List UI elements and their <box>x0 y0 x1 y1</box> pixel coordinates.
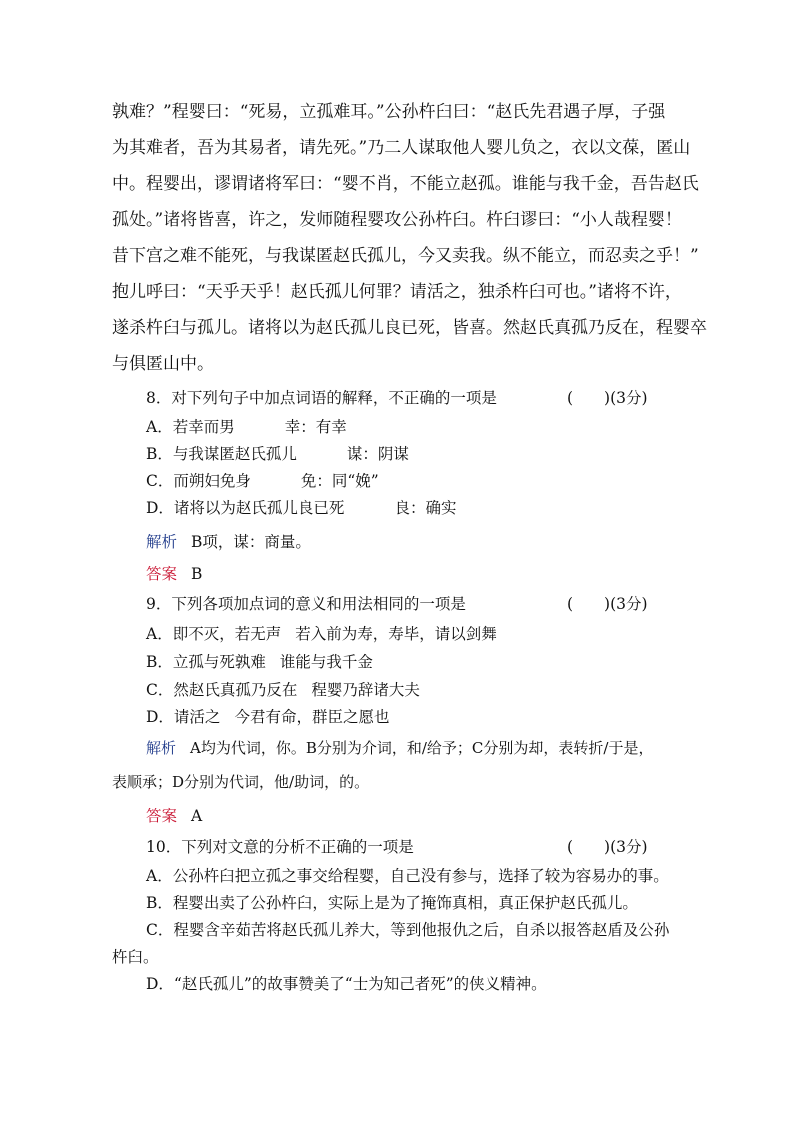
question-10-option-c: C．程婴含辛茹苦将赵氏孤儿养大，等到他报仇之后，自杀以报答赵盾及公孙 <box>146 921 670 939</box>
question-8-answer: 答案 B <box>146 565 203 583</box>
question-8-score: ( )(3分) <box>567 389 648 407</box>
question-9-analysis: 解析 A均为代词，你。B分别为介词，和/给予；C分别为却，表转折/于是， <box>146 739 654 757</box>
question-9-score: ( )(3分) <box>567 595 648 613</box>
question-10-option-c-cont: 杵臼。 <box>112 948 159 966</box>
passage-line: 孤处。”诸将皆喜，许之，发师随程婴攻公孙杵臼。杵臼谬曰：“小人哉程婴！ <box>112 210 682 230</box>
question-8-option-d: D．诸将以为赵氏孤儿良已死 良：确实 <box>146 499 457 517</box>
question-10-option-a: A．公孙杵臼把立孤之事交给程婴，自己没有参与，选择了较为容易办的事。 <box>146 867 669 885</box>
question-8-stem: 8．对下列句子中加点词语的解释，不正确的一项是 <box>146 389 497 407</box>
question-8-analysis: 解析 B项，谋：商量。 <box>146 533 311 551</box>
answer-label: 答案 <box>146 565 178 583</box>
question-9-option-a: A．即不灭，若无声 若入前为寿，寿毕，请以剑舞 <box>146 625 497 643</box>
passage-line: 遂杀杵臼与孤儿。诸将以为赵氏孤儿良已死，皆喜。然赵氏真孤乃反在，程婴卒 <box>112 318 707 338</box>
question-10-stem: 10．下列对文意的分析不正确的一项是 <box>146 838 414 856</box>
question-9-analysis-cont: 表顺承；D分别为代词，他/助词，的。 <box>112 773 370 791</box>
passage-text <box>112 94 707 382</box>
answer-label: 答案 <box>146 807 178 825</box>
question-9-option-c: C．然赵氏真孤乃反在 程婴乃辞诸大夫 <box>146 681 420 699</box>
question-8-option-a: A．若幸而男 幸：有幸 <box>146 418 347 436</box>
passage-line: 孰难？”程婴曰：“死易，立孤难耳。”公孙杵臼曰：“赵氏先君遇子厚，子强 <box>112 102 666 122</box>
question-10-option-d: D．“赵氏孤儿”的故事赞美了“士为知己者死”的侠义精神。 <box>146 975 547 993</box>
question-8-option-b: B．与我谋匿赵氏孤儿 谋：阴谋 <box>146 445 409 463</box>
analysis-label: 解析 <box>146 739 177 757</box>
passage-line: 为其难者，吾为其易者，请先死。”乃二人谋取他人婴儿负之，衣以文葆，匿山 <box>112 138 691 158</box>
passage-line: 抱儿呼曰：“天乎天乎！赵氏孤儿何罪？请活之，独杀杵臼可也。”诸将不许， <box>112 282 682 302</box>
passage-line: 与俱匿山中。 <box>112 354 214 374</box>
question-9-option-d: D．请活之 今君有命，群臣之愿也 <box>146 708 390 726</box>
question-9-option-b: B．立孤与死孰难 谁能与我千金 <box>146 653 373 671</box>
analysis-label: 解析 <box>146 533 178 551</box>
question-8-option-c: C．而朔妇免身 免：同“娩” <box>146 472 379 490</box>
passage-line: 昔下宫之难不能死，与我谋匿赵氏孤儿，今又卖我。纵不能立，而忍卖之乎！” <box>112 246 699 266</box>
question-9-answer: 答案 A <box>146 807 203 825</box>
question-10-option-b: B．程婴出卖了公孙杵臼，实际上是为了掩饰真相，真正保护赵氏孤儿。 <box>146 894 638 912</box>
question-10-score: ( )(3分) <box>567 838 648 856</box>
question-9-stem: 9．下列各项加点词的意义和用法相同的一项是 <box>146 595 466 613</box>
passage-line: 中。程婴出，谬谓诸将军曰：“婴不肖，不能立赵孤。谁能与我千金，吾告赵氏 <box>112 174 699 194</box>
